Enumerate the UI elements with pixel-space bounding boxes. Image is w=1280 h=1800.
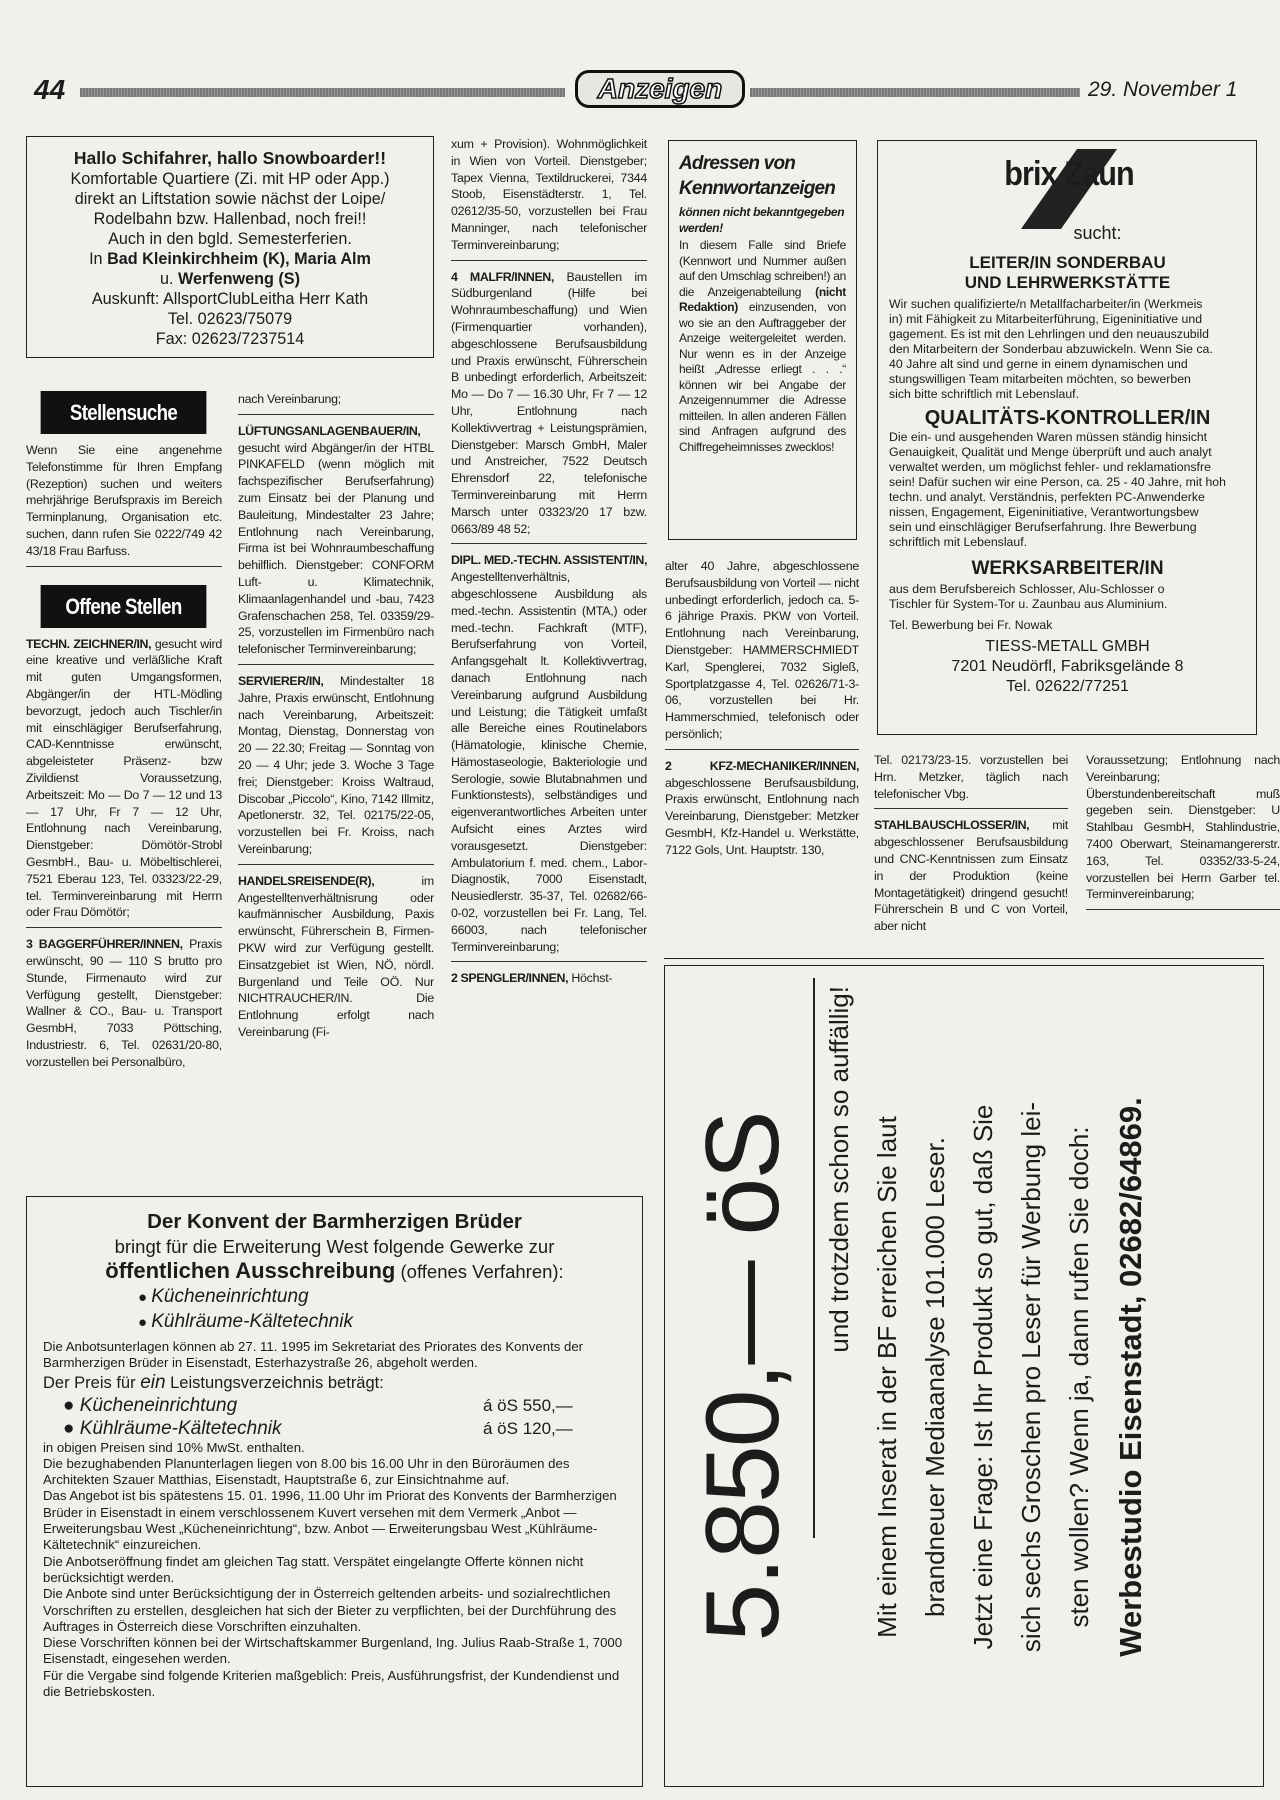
brix-job-title: LEITER/IN SONDERBAU UND LEHRWERKSTÄTTE bbox=[964, 253, 1171, 292]
brix-text-line: in) mit Fähigkeit zu Mitarbeiterführung, Eigeninitiative und bbox=[889, 312, 1203, 326]
werbestudio-ad-content bbox=[665, 966, 1250, 1788]
ski-line: In Bad Kleinkirchheim (K), Maria Alm bbox=[89, 250, 371, 268]
job-ad: 2 KFZ-MECHANIKER/INNEN, abgeschlossene Berufsausbildung, Praxis erwünscht, Entlohnung nach Vereinbarung, Dienstgeber: Metzker GesmbH, Kfz-Handel u. Werkstätte, 7122 Gols, Unt. Hauptstr. 130, bbox=[665, 758, 859, 857]
brix-text-line: nissen, Engagement, Eigeninitiative, Verantwortungsbew bbox=[889, 505, 1199, 519]
brix-text-line: stungswilligen Team mitarbeiten möchten, so bewerben bbox=[889, 372, 1191, 386]
column-6 bbox=[1086, 752, 1280, 912]
job-ad: SERVIERER/IN, Mindestalter 18 Jahre, Praxis erwünscht, Entlohnung nach Vereinbarung, Arbeitszeit: Montag, Dienstag, Donnerstag von 20 — 22.30; Freitag — Sonntag von 20 — 4 Uhr; jede 3. Woche 3 Tage frei; Dienstgeber: Kroiss Waltraud, Discobar „Piccolo“, Kino, 7142 Illmitz, Apetlonerstr. 32, Tel. 02175/22-05, vorzustellen bei Fr. Kroiss, nach Vereinbarung; bbox=[238, 673, 434, 865]
job-ad: nach Vereinbarung; bbox=[238, 391, 434, 415]
brix-sucht: sucht: bbox=[1073, 223, 1122, 243]
brix-address: 7201 Neudörfl, Fabriksgelände 8 bbox=[951, 658, 1184, 675]
brix-zaun-ad bbox=[877, 140, 1257, 735]
job-ad: LÜFTUNGSANLAGENBAUER/IN, gesucht wird Abgänger/in der HTBL PINKAFELD (wenn möglich mit fachspezifischer Berufserfahrung) zum Einsatz bei der Planung und Bauleitung, Mindestalter 23 Jahre; Entlohnung nach Vereinbarung, Firma ist bei Wohnraumbeschaffung behilflich. Dienstgeber: CONFORM Luft- u. Klimatechnik, Klimaanlagenhandel und -bau, 7423 Grafenschachen 258, Tel. 03359/29-25, vorzustellen im Firmenbüro nach telefonischer Terminvereinbarung; bbox=[238, 423, 434, 665]
header-rule bbox=[80, 88, 565, 97]
adressen-notice bbox=[668, 140, 857, 540]
brix-job-description bbox=[889, 430, 1246, 550]
ad-line: und trotzdem schon so auffällig! bbox=[824, 986, 854, 1353]
konvent-line: bringt für die Erweiterung West folgende Gewerke zur bbox=[114, 1236, 555, 1257]
job-ad: 2 SPENGLER/INNEN, Höchst- bbox=[451, 971, 613, 986]
brix-job-description bbox=[889, 297, 1246, 402]
brix-job-title: QUALITÄTS-KONTROLLER/IN bbox=[924, 407, 1211, 429]
job-ad: DIPL. MED.-TECHN. ASSISTENT/IN, Angestelltenverhältnis, abgeschlossene Ausbildung als med.-techn. Assistentin (MTA,) oder med.-techn. Fachkraft (MTF), Berufserfahrung von Vorteil, Anfangsgehalt lt. Kollektivvertrag, danach Entlohnung nach Vereinbarung aufgrund Ausbildung und Leistung; die Tätigkeit umfaßt alle Bereiche eines Routinelabors (Hämatologie, klinische Chemie, Hämostaseologie, Bakteriologie und Serologie, sowie Blutabnahmen und Funktionstests), selbständiges und eigenverantwortliches Arbeiten unter Aufsicht eines Arztes wird vorausgesetzt. Dienstgeber: Ambulatorium f. med. chem., Labor-Diagnostik, 7000 Eisenstadt, Neusiedlerstr. 35-37, Tel. 02682/66-0-02, vorzustellen bei Fr. Lang, Tel. 66003, nach telefonischer Terminvereinbarung; bbox=[451, 552, 647, 962]
konvent-price-row: ● Kühlräume-Kältetechnik á öS 120,— bbox=[63, 1417, 573, 1439]
job-ad: STAHLBAUSCHLOSSER/IN, mit abgeschlossener Berufsausbildung und CNC-Kenntnissen zum Einsatz in der Produktion (keine Montagetätigkeit) dringend gesucht! Führerschein B und C von Vorteil, aber nicht bbox=[874, 818, 1068, 934]
ad-line: sten wollen? Wenn ja, dann rufen Sie doch: bbox=[1064, 1126, 1094, 1628]
brix-text-line: sich bitte schriftlich mit Lebenslauf. bbox=[889, 387, 1080, 401]
brix-job-title: WERKSARBEITER/IN bbox=[971, 558, 1164, 579]
brix-text-line: verwaltet werden, um möglichst fehler- und reklamationsfre bbox=[889, 460, 1211, 474]
adressen-title: Adressen von Kennwortanzeigen bbox=[679, 153, 836, 199]
konvent-paragraph: Diese Vorschriften können bei der Wirtschaftskammer Burgenland, Ing. Julius Raab-Straße 1, 7000 Eisenstadt, eingesehen werden. bbox=[43, 1635, 623, 1667]
ad-line: Mit einem Inserat in der BF erreichen Sie laut bbox=[872, 1116, 902, 1638]
brix-text-line: Tischler für System-Tor u. Zaunbau aus Aluminium. bbox=[889, 597, 1168, 611]
job-ad: HANDELSREISENDE(R), im Angestelltenverhältnisrung oder kaufmännischer Ausbildung, Paxis erwünscht, Führerschein B, Firmen-PKW wird zur Verfügung gestellt. Einsatzgebiet ist Wien, NÖ, nördl. Burgenland und Teile OÖ. Nur NICHTRAUCHER/IN. Die Entlohnung erfolgt nach Vereinbarung (Fi- bbox=[238, 873, 434, 1039]
brix-text-line: sein und einschlägiger Berufserfahrung. Ihre Bewerbung bbox=[889, 520, 1197, 534]
column-4 bbox=[665, 558, 859, 918]
brix-text-line: den Mitarbeitern der Sonderbau abzuwickeln. Wenn Sie ca. bbox=[889, 342, 1213, 356]
konvent-item: ● Kühlräume-Kältetechnik bbox=[43, 1310, 626, 1335]
werbestudio-ad bbox=[664, 965, 1264, 1787]
job-ad: Voraussetzung; Entlohnung nach Vereinbarung; Überstundenbereitschaft muß gegeben sein. Dienstgeber: U Stahlbau GesmbH, Stahlindustrie, 7400 Oberwart, Steinamangererstr. 163, Tel. 03352/33-5-24, vorzustellen bei Herrn Garber tel. Terminvereinbarung; bbox=[1086, 752, 1280, 910]
ad-line: Jetzt eine Frage: Ist Ihr Produkt so gut, daß Sie bbox=[968, 1104, 998, 1650]
column-3 bbox=[451, 136, 647, 1176]
brix-text-line: Wir suchen qualifizierte/n Metallfacharbeiter/in (Werkmeis bbox=[889, 297, 1203, 311]
stellensuche-heading: Stellensuche bbox=[41, 391, 207, 434]
ski-line: Komfortable Quartiere (Zi. mit HP oder App.) bbox=[70, 170, 390, 188]
brix-logo bbox=[889, 149, 1246, 231]
header-rule bbox=[750, 88, 1080, 97]
job-ad: TECHN. ZEICHNER/IN, gesucht wird eine kreative und verläßliche Kraft mit guten Umgangsformen, Abgänger/in der HTL-Mödling bevorzugt, jedoch auch Tischler/in mit einschlägiger Berufserfahrung, CAD-Kenntnisse erwünscht, abgeleisteter Präsenz- bzw Zivildienst Voraussetzung, Arbeitszeit: Mo — Do 7 — 12 und 13 — 17 Uhr, Fr 7 — 12 Uhr, Entlohnung nach Vereinbarung, Dienstgeber: Dömötör-Strobl GesmbH., Bau- u. Möbeltischlerei, 7521 Eberau 123, Tel. 03323/22-29, tel. Terminvereinbarung mit Herrn oder Frau Dömötör; bbox=[26, 636, 222, 929]
ski-fax: Fax: 02623/7237514 bbox=[155, 330, 305, 348]
ski-title: Hallo Schifahrer, hallo Snowboarder!! bbox=[73, 148, 387, 168]
ad-line: sich sechs Groschen pro Leser für Werbung lei- bbox=[1016, 1101, 1046, 1653]
offene-stellen-heading: Offene Stellen bbox=[41, 585, 207, 628]
brix-text-line: Genauigkeit, Qualität und Menge überprüft und auch analyt bbox=[889, 445, 1212, 459]
brix-company: TIESS-METALL GMBH bbox=[985, 638, 1150, 655]
job-ad: Tel. 02173/23-15. vorzustellen bei Hrn. Metzker, täglich nach telefonischer Vbg. bbox=[874, 752, 1068, 809]
stellensuche-text: Wenn Sie eine angenehme Telefonstimme für Ihren Empfang (Rezeption) suchen und weiters mehrjährige Berufspraxis im Bereich Terminplanung, Organisation etc. suchen, dann rufen Sie 0222/749 42 43/18 Frau Barfuss. bbox=[26, 442, 222, 567]
column-1 bbox=[26, 442, 222, 1187]
brix-logo-text: brix Zaun bbox=[1004, 155, 1134, 193]
ski-line: direkt an Liftstation sowie nächst der Loipe/ bbox=[74, 190, 386, 208]
ad-price: 5.850,— öS bbox=[685, 1112, 801, 1642]
konvent-item: ● Kücheneinrichtung bbox=[43, 1285, 626, 1310]
konvent-paragraph: Das Angebot ist bis spätestens 15. 01. 1996, 11.00 Uhr im Priorat des Konvents der Barmherzigen Brüder in Eisenstadt in einem verschlossenem Kuvert versehen mit dem Vermerk „Anbot — Erweiterungsbau West „Kücheneinrichtung“, bzw. Anbot — Erweiterungsbau West „Kühlräume-Kältetechnik“ einzureichen. bbox=[43, 1488, 617, 1553]
konvent-price-intro: Der Preis für ein Leistungsverzeichnis beträgt: bbox=[43, 1371, 384, 1393]
page-number: 44 bbox=[34, 74, 66, 105]
konvent-price-row: ● Kücheneinrichtung á öS 550,— bbox=[63, 1394, 573, 1416]
konvent-title: Der Konvent der Barmherzigen Brüder bbox=[147, 1210, 522, 1233]
ad-line: brandneuer Mediaanalyse 101.000 Leser. bbox=[920, 1137, 950, 1617]
adressen-subtitle: können nicht bekanntgegeben werden! bbox=[679, 205, 845, 235]
column-2 bbox=[238, 391, 434, 1176]
ski-line: Rodelbahn bzw. Hallenbad, noch frei!! bbox=[93, 210, 367, 228]
brix-text-line: aus dem Berufsbereich Schlosser, Alu-Schlosser o bbox=[889, 582, 1165, 596]
section-logo: Anzeigen bbox=[575, 70, 745, 108]
column-5 bbox=[874, 752, 1068, 934]
page-date: 29. November 1 bbox=[1088, 78, 1238, 101]
job-ad: 4 MALFR/INNEN, Baustellen im Südburgenland (Hilfe bei Wohnraumbeschaffung) und Wien (Firmenquartier vorhanden), abgeschlossene Berufsausbildung und Praxis erwünscht, Führerschein B unbedingt erforderlich, Arbeitszeit: Mo — Do 7 — 16.30 Uhr, Fr 7 — 12 Uhr, Entlohnung nach Kollektivvertrag + Leistungsprämien, Dienstgeber: Marsch GmbH, Maler und Anstreicher, 7522 Deutsch Ehrensdorf 22, telefonische Terminvereinbarung mit Herrn Marsch unter 03323/20 17 bzw. 0663/89 48 52; bbox=[451, 269, 647, 545]
ski-line: u. Werfenweng (S) bbox=[159, 270, 300, 288]
adressen-body: In diesem Falle sind Briefe (Kennwort und Nummer außen auf den Umschlag schreiben!) an die Anzeigenabteilung (nicht Redaktion) einzusenden, von wo sie an den Auftraggeber der Anzeige weitergeleitet werden. Nur wenn es in der Anzeige heißt „Adresse erliegt . . .“ können wir bei Angabe der Anzeigennummer die Adresse mitteilen. In allen anderen Fällen sind Anfragen aufgrund des Chiffregeheimnisses zwecklos! bbox=[679, 238, 846, 454]
konvent-paragraph: Für die Vergabe sind folgende Kriterien maßgeblich: Preis, Ausführungsfrist, der Kundendienst und die Betriebskosten. bbox=[43, 1667, 620, 1700]
brix-text-line: Die ein- und ausgehenden Waren müssen ständig hinsicht bbox=[889, 430, 1208, 444]
brix-text-line: gagement. Es ist mit den Lehrlingen und den neuauszubild bbox=[889, 327, 1209, 341]
brix-contact: Tel. Bewerbung bei Fr. Nowak bbox=[889, 618, 1053, 632]
job-ad: xum + Provision). Wohnmöglichkeit in Wien von Vorteil. Dienstgeber; Tapex Vienna, Textildruckerei, 7344 Stoob, Eisenstädterstr. 1, Tel. 02612/35-50, vorzustellen bei Frau Manninger, nach telefonischer Terminvereinbarung; bbox=[451, 136, 647, 261]
job-ad: alter 40 Jahre, abgeschlossene Berufsausbildung von Vorteil — nicht unbedingt erforderlich, jedoch ca. 5-6 jährige Praxis. PKW von Vorteil. Entlohnung nach Vereinbarung, Dienstgeber: HAMMERSCHMIEDT Karl, Spenglerei, 7032 Sigleß, Sportplatzgasse 4, Tel. 02626/71-3-06, vorzustellen bei Hr. Hammerschmied, telefonisch oder persönlich; bbox=[665, 558, 859, 750]
job-ad: 3 BAGGERFÜHRER/INNEN, Praxis erwünscht, 90 — 110 S brutto pro Stunde, Firmenauto wird zur Verfügung gestellt, Dienstgeber: Wallner & CO., Bau- u. Transport GesmbH, 7033 Pöttsching, Industriestr. 6, Tel. 02631/20-80, vorzustellen bei Personalbüro, bbox=[26, 937, 222, 1069]
ski-line: Auskunft: AllsportClubLeitha Herr Kath bbox=[91, 290, 369, 308]
konvent-paragraph: Die Anbotseröffnung findet am gleichen Tag statt. Verspätet eingelangte Offerte können nicht berücksichtigt werden. bbox=[43, 1553, 584, 1585]
konvent-ad bbox=[26, 1196, 643, 1787]
brix-text-line: schriftlich mit Lebenslauf. bbox=[889, 535, 1028, 549]
ad-contact: Werbestudio Eisenstadt, 02682/64869. bbox=[1113, 1097, 1148, 1657]
brix-text-line: sein! Dafür suchen wir eine Person, ca. 25 - 40 Jahre, mit hoh bbox=[889, 475, 1226, 489]
konvent-paragraph: Die Anbotsunterlagen können ab 27. 11. 1995 im Sekretariat des Priorates des Konvents der Barmherzigen Brüder in Eisenstadt, Esterhazystraße 26, abgeholt werden. bbox=[43, 1339, 584, 1371]
konvent-paragraph: Die Anbote sind unter Berücksichtigung der in Österreich geltenden arbeits- und sozialrechtlichen Vorschriften zu erstellen, desgleichen hat sich der Bieter zu verpflichten, bei der Durchführung des Auftrages in Österreich diese Vorschriften einzuhalten. bbox=[43, 1586, 617, 1634]
konvent-line: öffentlichen Ausschreibung (offenes Verfahren): bbox=[105, 1258, 564, 1283]
ski-ad bbox=[26, 136, 434, 358]
brix-tel: Tel. 02622/77251 bbox=[1006, 678, 1129, 695]
brix-job-description bbox=[889, 582, 1246, 612]
ski-tel: Tel. 02623/75079 bbox=[167, 310, 293, 328]
ski-line: Auch in den bgld. Semesterferien. bbox=[108, 230, 352, 248]
divider bbox=[664, 958, 1264, 959]
konvent-paragraph: in obigen Preisen sind 10% MwSt. enthalten. bbox=[43, 1439, 305, 1455]
konvent-paragraph: Die bezughabenden Planunterlagen liegen von 8.00 bis 16.00 Uhr in den Büroräumen des Architekten Szauer Matthias, Eisenstadt, Hauptstraße 6, zur Einsichtnahme auf. bbox=[43, 1455, 570, 1488]
brix-text-line: techn. und analyt. Verständnis, perfekten PC-Anwenderke bbox=[889, 490, 1205, 504]
brix-text-line: 40 Jahre alt sind und gerne in einem dynamischen und bbox=[889, 357, 1188, 371]
